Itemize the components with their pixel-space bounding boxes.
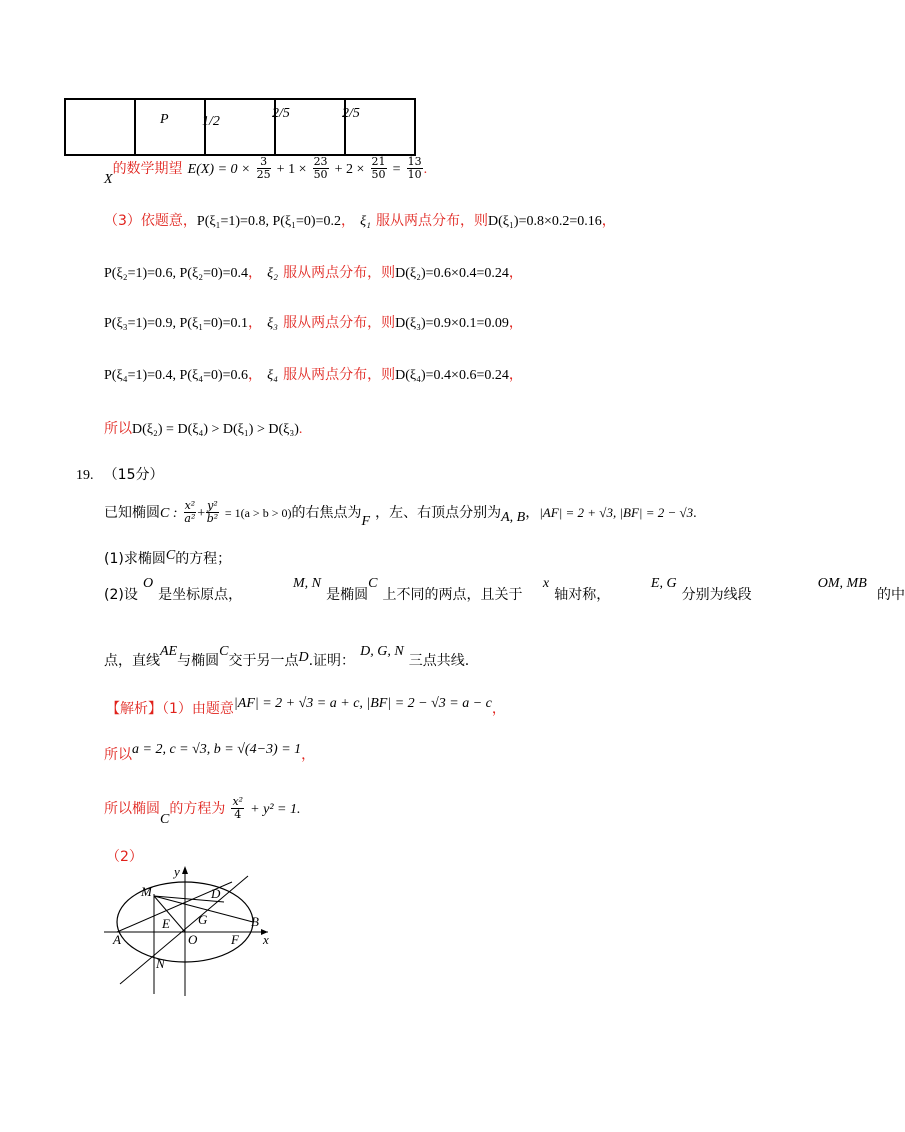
label-n: N (156, 956, 165, 971)
sep: ， (508, 367, 523, 383)
solution-math: + y² = 1. (250, 802, 301, 817)
sep: ， (248, 265, 263, 281)
table-cell (65, 99, 135, 155)
subquestion-2 (104, 576, 905, 604)
sub-text: 轴对称， (554, 587, 611, 603)
frac-den: a² (184, 512, 196, 525)
xi-var: ξ₁ (360, 214, 371, 229)
variance-result: D(ξ₃)=0.9×0.1=0.09 (395, 316, 509, 331)
sub-text: 上不同的两点，且关于 (382, 587, 523, 603)
part3-intro: （3）依题意， (104, 213, 197, 229)
var-x: X (104, 172, 113, 187)
table-cell-text: P (160, 112, 169, 127)
question-stem: 已知椭圆C : $\frac{\text{x²}}{\text{a²}}$ + $\frac{\text{y²}}{\text{b²}}$ = 1(a > b > 0)的右焦点为F ，左、右顶点分别为A, B，|AF| = 2 + √3, |BF| = 2 − √3. (104, 499, 697, 529)
xi-var: ξ₃ (267, 316, 279, 331)
label-e: E (162, 916, 170, 931)
fraction (371, 156, 387, 181)
solution-math: |AF| = 2 + √3 = a + c, |BF| = 2 − √3 = a − c (233, 696, 492, 711)
sep: ， (601, 213, 616, 229)
solution-text: 所以 (104, 747, 132, 763)
solution-line-2 (104, 744, 315, 764)
fraction (313, 156, 329, 181)
expectation-line (104, 155, 428, 187)
var-x: x (542, 576, 550, 591)
sub-text: (2)设 (104, 587, 138, 603)
label-x: x (263, 932, 269, 947)
table-cell (135, 99, 205, 155)
solution-text: 所以椭圆 (104, 801, 160, 817)
var-c: C (368, 576, 378, 591)
sep: ， (508, 315, 523, 331)
equals: = (392, 162, 401, 177)
question-score: （15分） (103, 467, 164, 483)
sep: ， (491, 701, 506, 717)
table-cell (272, 99, 345, 155)
focus-var: F (361, 514, 371, 529)
part3-row-2 (104, 262, 523, 282)
ellipse-figure (100, 860, 290, 1000)
frac-num: 13 (407, 155, 422, 168)
frac-num: x² (232, 795, 244, 808)
distribution-table (64, 98, 416, 156)
fraction (407, 156, 423, 181)
fraction (206, 500, 219, 525)
frac-den: 25 (256, 168, 271, 181)
distribution-text: 服从两点分布，则 (283, 367, 396, 383)
part3-row-3 (104, 312, 523, 332)
sub-text: 的中 (876, 587, 905, 603)
var-c: C (160, 812, 170, 827)
solution-math: a = 2, c = √3, b = √(4−3) = 1 (132, 742, 302, 757)
subquestion-1 (104, 548, 231, 568)
var-eg: E, G (650, 576, 677, 591)
subquestion-2-cont (104, 644, 470, 670)
label-d: D (211, 886, 221, 901)
distribution-text: 服从两点分布，则 (376, 213, 489, 229)
y-axis-arrow-icon (182, 866, 188, 874)
sub-text: 交于另一点 (228, 653, 299, 669)
frac-den: b² (206, 512, 219, 525)
sub-text: 是坐标原点， (158, 587, 243, 603)
frac-den: 4 (234, 808, 242, 821)
distance-math: |AF| = 2 + √3, |BF| = 2 − √3 (539, 505, 694, 520)
xi-var: ξ₄ (267, 368, 279, 383)
label-y: y (174, 864, 180, 879)
solution-tag: 【解析】 (106, 701, 162, 717)
stem-text: ， (525, 505, 540, 521)
prob-text: P(ξ₃=1)=0.9, P(ξ₁=0)=0.1 (104, 316, 249, 331)
table-cell-text: 1/2 (202, 114, 220, 129)
var-c: C (165, 548, 176, 563)
formula-mid: + 2 × (334, 162, 365, 177)
table-cell-text: 2/5 (272, 106, 290, 121)
sub-text: 与椭圆 (177, 653, 220, 669)
variance-result: D(ξ₂)=0.6×0.4=0.24 (395, 266, 509, 281)
label-f: F (231, 932, 239, 947)
distribution-text: 服从两点分布，则 (283, 315, 396, 331)
question-header (76, 464, 164, 484)
sep: ， (301, 747, 316, 763)
var-d: D (298, 650, 309, 665)
frac-den: 50 (313, 168, 328, 181)
variance-result: D(ξ₄)=0.4×0.6=0.24 (395, 368, 509, 383)
var-mn: M, N (293, 576, 322, 591)
table-cell-text: 2/5 (342, 106, 360, 121)
period: . (298, 422, 303, 437)
label-a: A (113, 932, 121, 947)
sep: ， (248, 315, 263, 331)
prob-text: P(ξ₁=1)=0.8, P(ξ₁=0)=0.2 (196, 214, 341, 229)
sub-text: 点，直线 (104, 653, 160, 669)
solution-line-1 (106, 698, 506, 718)
formula-mid: + 1 × (276, 162, 307, 177)
var-c: C (219, 644, 229, 659)
part3-conclusion (104, 418, 302, 438)
xi-var: ξ₂ (267, 266, 279, 281)
part3-row-4 (104, 364, 523, 384)
distribution-text: 服从两点分布，则 (283, 265, 396, 281)
label-m: M (141, 884, 152, 899)
sub-text: 的方程； (175, 551, 232, 567)
frac-num: 21 (371, 155, 386, 168)
part3-row-1 (104, 210, 616, 230)
var-o: O (142, 576, 154, 591)
sub-text: .证明： (308, 653, 356, 669)
stem-text: 的右焦点为 (291, 505, 362, 521)
frac-num: 23 (313, 155, 328, 168)
frac-num: y² (207, 499, 218, 512)
label-g: G (198, 912, 208, 927)
label-o: O (188, 932, 198, 947)
variance-result: D(ξ₁)=0.8×0.2=0.16 (488, 214, 602, 229)
expectation-label: 的数学期望 (112, 161, 183, 177)
conclusion-label: 所以 (104, 421, 132, 437)
sep: ， (248, 367, 263, 383)
vertices-var: A, B (501, 510, 526, 525)
label-b: B (251, 914, 259, 929)
solution-line-3 (104, 795, 301, 827)
ellipse-name: C : (160, 506, 178, 521)
frac-num: x² (184, 499, 196, 512)
formula-head: E(X) = 0 × (187, 162, 251, 177)
question-number: 19. (76, 468, 94, 483)
prob-text: P(ξ₂=1)=0.6, P(ξ₂=0)=0.4 (104, 266, 249, 281)
fraction (257, 156, 271, 181)
solution-text: 的方程为 (169, 801, 226, 817)
ellipse-cond: = 1(a > b > 0) (224, 506, 292, 520)
sub-text: 三点共线. (408, 653, 470, 669)
sub-text: 是椭圆 (326, 587, 369, 603)
part2-label: （2） (106, 849, 143, 865)
conclusion-math: D(ξ₂) = D(ξ₄) > D(ξ₁) > D(ξ₃) (132, 422, 299, 437)
fraction (184, 500, 197, 525)
stem-text: 已知椭圆 (104, 505, 160, 521)
frac-num: 3 (257, 156, 271, 169)
stem-text: ，左、右顶点分别为 (375, 505, 502, 521)
var-ae: AE (160, 644, 178, 659)
fraction (231, 796, 244, 821)
solution-text: （1）由题意 (162, 701, 234, 717)
sep: ， (508, 265, 523, 281)
frac-den: 10 (407, 168, 422, 181)
sub-text: 分别为线段 (681, 587, 752, 603)
period: . (693, 506, 697, 521)
frac-den: 50 (371, 168, 386, 181)
var-dgn: D, G, N (360, 644, 404, 659)
period: . (423, 162, 428, 177)
prob-text: P(ξ₄=1)=0.4, P(ξ₄=0)=0.6 (104, 368, 249, 383)
sub-text: (1)求椭圆 (104, 551, 166, 567)
sep: ， (340, 213, 355, 229)
table-cell (202, 99, 275, 155)
var-om-mb: OM, MB (817, 576, 867, 591)
table-cell (342, 99, 415, 155)
